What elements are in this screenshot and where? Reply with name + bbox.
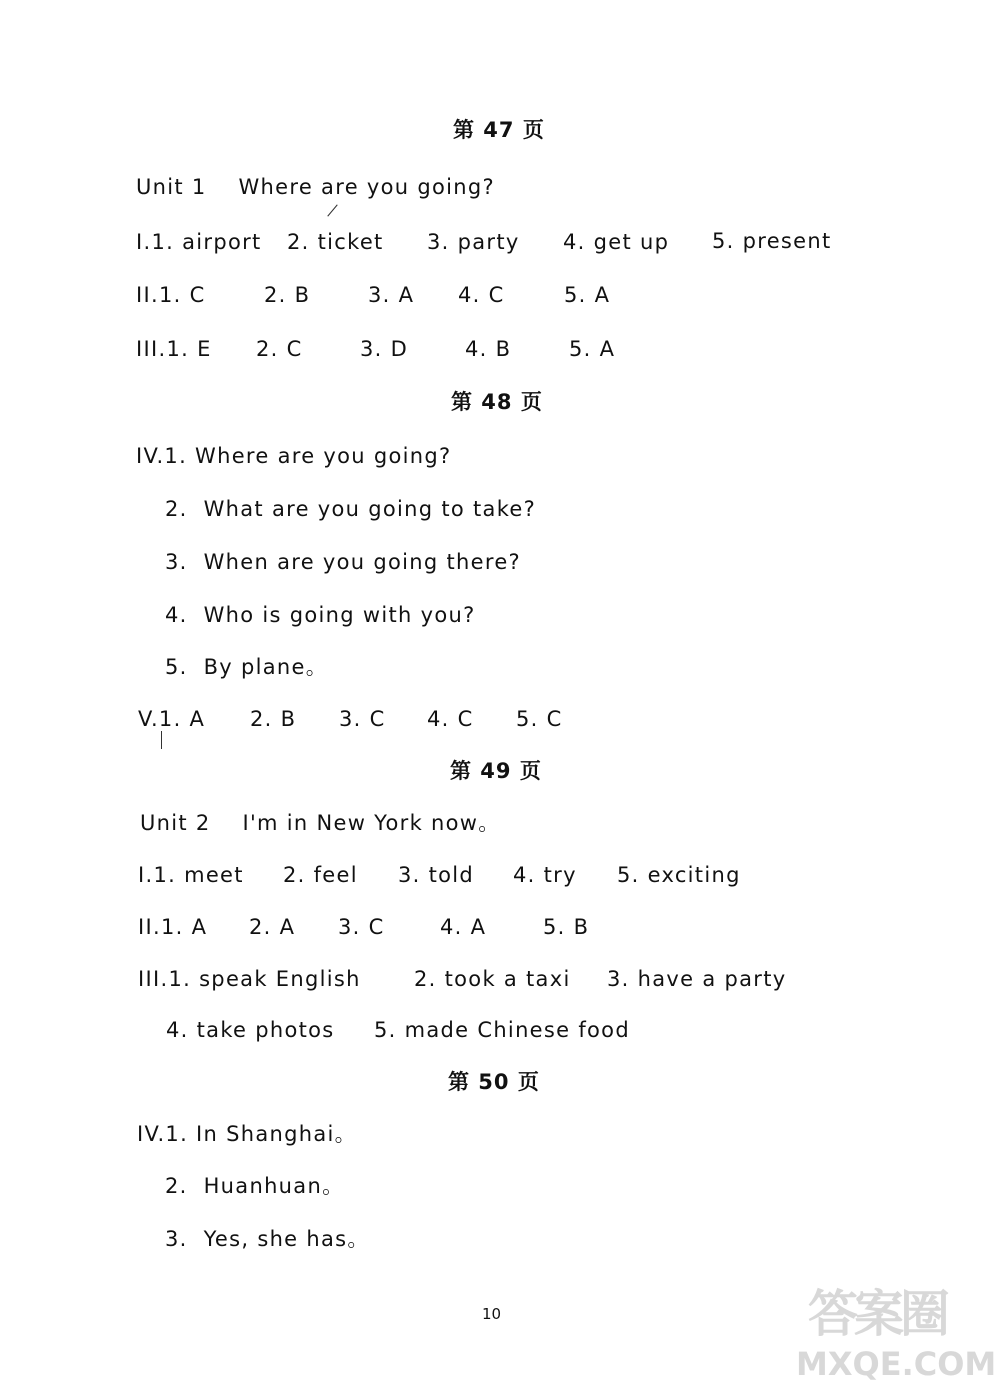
answer-item: I.1. airport [136, 230, 262, 254]
answer-item: IV.1. In Shanghai。 [137, 1122, 357, 1146]
pen-mark [161, 731, 162, 749]
answer-item: III.1. speak English [138, 967, 361, 991]
answer-item: 3. C [338, 915, 385, 939]
answer-item: 4. C [458, 283, 505, 307]
answer-item: IV.1. Where are you going? [136, 444, 452, 468]
watermark-logo: 答案圈 [808, 1285, 946, 1343]
answer-item: 3. told [398, 863, 475, 887]
page-heading-49: 第 49 页 [450, 759, 542, 783]
answer-item: II.1. A [138, 915, 208, 939]
answer-item: 3. When are you going there? [165, 550, 521, 574]
answer-item: 4. take photos [166, 1018, 335, 1042]
unit-2-title: Unit 2 I'm in New York now。 [140, 811, 501, 835]
pen-mark [327, 204, 337, 216]
answer-item: 5. exciting [617, 863, 741, 887]
answer-item: 3. C [339, 707, 386, 731]
answer-item: 4. try [513, 863, 577, 887]
answer-item: 2. A [249, 915, 296, 939]
answer-item: 2. ticket [287, 230, 384, 254]
answer-item: 3. D [360, 337, 409, 361]
answer-item: 2. B [264, 283, 311, 307]
answer-item: 3. A [368, 283, 415, 307]
answer-item: 5. B [543, 915, 590, 939]
answer-item: 2. took a taxi [414, 967, 571, 991]
answer-item: V.1. A [138, 707, 206, 731]
answer-item: 3. party [427, 230, 520, 254]
answer-item: 2. C [256, 337, 303, 361]
answer-item: 4. A [440, 915, 487, 939]
answer-item: 5. A [564, 283, 611, 307]
answer-item: 4. Who is going with you? [165, 603, 476, 627]
answer-item: 4. C [427, 707, 474, 731]
answer-item: 4. get up [563, 230, 670, 254]
answer-item: 5. made Chinese food [374, 1018, 630, 1042]
answer-item: 5. C [516, 707, 563, 731]
page-number: 10 [482, 1305, 502, 1323]
page-heading-48: 第 48 页 [451, 390, 543, 414]
answer-item: 3. have a party [607, 967, 787, 991]
answer-item: 2. What are you going to take? [165, 497, 537, 521]
answer-item: I.1. meet [138, 863, 244, 887]
unit-1-title: Unit 1 Where are you going? [136, 175, 495, 199]
watermark-site: MXQE.COM [796, 1345, 997, 1383]
answer-item: III.1. E [136, 337, 212, 361]
page-heading-50: 第 50 页 [448, 1070, 540, 1094]
answer-item: 4. B [465, 337, 512, 361]
answer-item: 2. B [250, 707, 297, 731]
answer-item: 2. feel [283, 863, 358, 887]
answer-item: 2. Huanhuan。 [165, 1174, 345, 1198]
answer-item: 5. By plane。 [165, 655, 329, 679]
page-heading-47: 第 47 页 [453, 118, 545, 142]
answer-item: 3. Yes, she has。 [165, 1227, 370, 1251]
answer-item: 5. A [569, 337, 616, 361]
answer-item: 5. present [712, 229, 832, 253]
answer-item: II.1. C [136, 283, 206, 307]
